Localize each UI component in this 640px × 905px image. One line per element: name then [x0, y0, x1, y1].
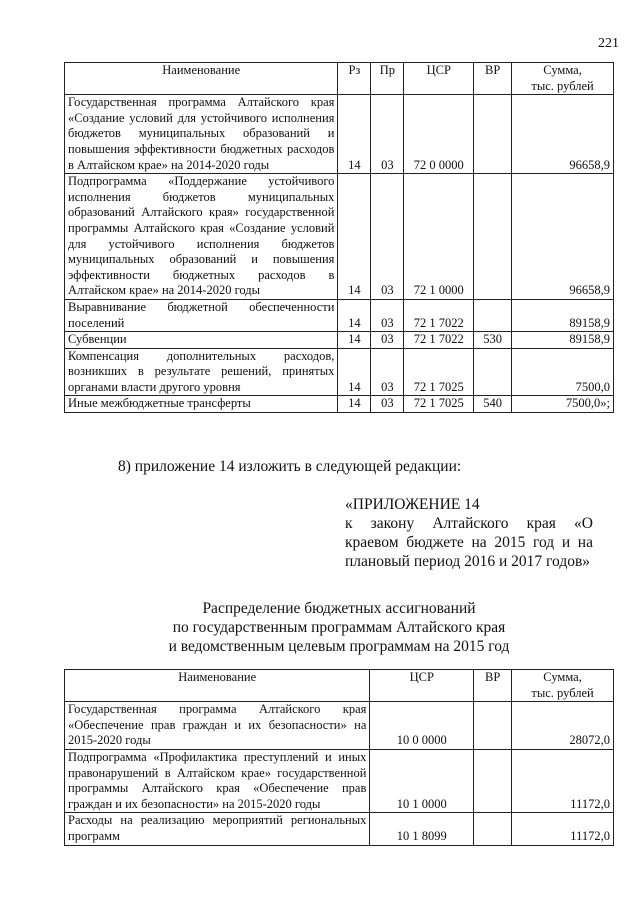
- table-header-row: [65, 63, 614, 95]
- row-name: Подпрограмма «Профилактика преступлений и иных правонарушений в Алтайском крае» государственной программы Алтайского края «Обеспечение прав граждан и их безопасности» на 2015-2020 годы: [65, 749, 370, 812]
- row-rz: 14: [338, 299, 371, 331]
- header-rz: Рз: [338, 63, 371, 95]
- row-pr: 03: [371, 174, 404, 300]
- row-name: Государственная программа Алтайского края «Обеспечение прав граждан и их безопасности» на 2015-2020 годы: [65, 702, 370, 750]
- row-vr: [474, 749, 512, 812]
- row-name: Подпрограмма «Поддержание устойчивого исполнения бюджетов муниципальных образований Алтайского края» государственной программы Алтайского края «Создание условий для устойчивого исполнения бюджетов муниципальных образований и повышения эффективности бюджетных расходов в Алтайском крае» на 2014-2020 годы: [65, 174, 338, 300]
- heading-line-2: по государственным программам Алтайского края: [172, 619, 506, 636]
- row-pr: 03: [371, 95, 404, 174]
- row-name: Государственная программа Алтайского края «Создание условий для устойчивого исполнения бюджетов муниципальных образований и повышения эффективности бюджетных расходов в Алтайском крае» на 2014-2020 годы: [65, 95, 338, 174]
- amendment-item-8: 8) приложение 14 изложить в следующей редакции:: [118, 458, 462, 475]
- row-sum: 96658,9: [512, 174, 614, 300]
- row-vr: [474, 348, 512, 396]
- table-row: [65, 95, 614, 174]
- appendix-title: «ПРИЛОЖЕНИЕ 14: [345, 496, 480, 513]
- page-number: 221: [598, 36, 619, 51]
- table-row: [65, 348, 614, 396]
- row-vr: [474, 813, 512, 845]
- row-vr: 530: [474, 332, 512, 349]
- row-sum: 96658,9: [512, 95, 614, 174]
- row-sum: 89158,9: [512, 332, 614, 349]
- row-csr: 10 1 8099: [370, 813, 474, 845]
- appendix-caption: [345, 495, 593, 571]
- header-name: Наименование: [65, 670, 370, 702]
- row-csr: 72 1 7025: [404, 396, 474, 413]
- row-vr: 540: [474, 396, 512, 413]
- table-row: [65, 702, 614, 750]
- row-csr: 72 1 7025: [404, 348, 474, 396]
- row-csr: 10 1 0000: [370, 749, 474, 812]
- row-name: Выравнивание бюджетной обеспеченности поселений: [65, 299, 338, 331]
- row-sum: 7500,0»;: [512, 396, 614, 413]
- row-vr: [474, 174, 512, 300]
- row-pr: 03: [371, 299, 404, 331]
- table-row: [65, 396, 614, 413]
- table-header-row: [65, 670, 614, 702]
- row-vr: [474, 95, 512, 174]
- row-name: Иные межбюджетные трансферты: [65, 396, 338, 413]
- appendix-line-2: краевом бюджете на 2015 год и на: [345, 534, 593, 551]
- table-row: [65, 299, 614, 331]
- row-name: Компенсация дополнительных расходов, возникших в результате решений, принятых органами власти другого уровня: [65, 348, 338, 396]
- heading-line-3: и ведомственным целевым программам на 2015 год: [168, 638, 510, 655]
- program-allocation-table: [64, 669, 614, 846]
- header-vr: ВР: [474, 63, 512, 95]
- row-sum: 11172,0: [512, 749, 614, 812]
- row-pr: 03: [371, 396, 404, 413]
- row-csr: 72 1 7022: [404, 332, 474, 349]
- row-rz: 14: [338, 396, 371, 413]
- row-vr: [474, 299, 512, 331]
- row-vr: [474, 702, 512, 750]
- row-csr: 72 0 0000: [404, 95, 474, 174]
- budget-table-section-14: [64, 62, 614, 413]
- heading-line-1: Распределение бюджетных ассигнований: [202, 600, 476, 617]
- row-name: Расходы на реализацию мероприятий региональных программ: [65, 813, 370, 845]
- appendix-line-1: к закону Алтайского края «О: [345, 515, 593, 532]
- table-row: [65, 749, 614, 812]
- row-pr: 03: [371, 332, 404, 349]
- row-name: Субвенции: [65, 332, 338, 349]
- header-csr: ЦСР: [404, 63, 474, 95]
- row-csr: 10 0 0000: [370, 702, 474, 750]
- row-rz: 14: [338, 174, 371, 300]
- row-rz: 14: [338, 332, 371, 349]
- row-rz: 14: [338, 348, 371, 396]
- row-csr: 72 1 0000: [404, 174, 474, 300]
- row-csr: 72 1 7022: [404, 299, 474, 331]
- distribution-heading: [64, 599, 614, 656]
- row-pr: 03: [371, 348, 404, 396]
- header-vr: ВР: [474, 670, 512, 702]
- row-sum: 11172,0: [512, 813, 614, 845]
- header-csr: ЦСР: [370, 670, 474, 702]
- header-name: Наименование: [65, 63, 338, 95]
- table-row: [65, 813, 614, 845]
- row-sum: 28072,0: [512, 702, 614, 750]
- row-sum: 89158,9: [512, 299, 614, 331]
- header-sum: Сумма, тыс. рублей: [512, 670, 614, 702]
- appendix-line-3: плановый период 2016 и 2017 годов»: [345, 553, 591, 570]
- table-row: [65, 174, 614, 300]
- header-sum: Сумма, тыс. рублей: [512, 63, 614, 95]
- row-rz: 14: [338, 95, 371, 174]
- row-sum: 7500,0: [512, 348, 614, 396]
- table-row: [65, 332, 614, 349]
- header-pr: Пр: [371, 63, 404, 95]
